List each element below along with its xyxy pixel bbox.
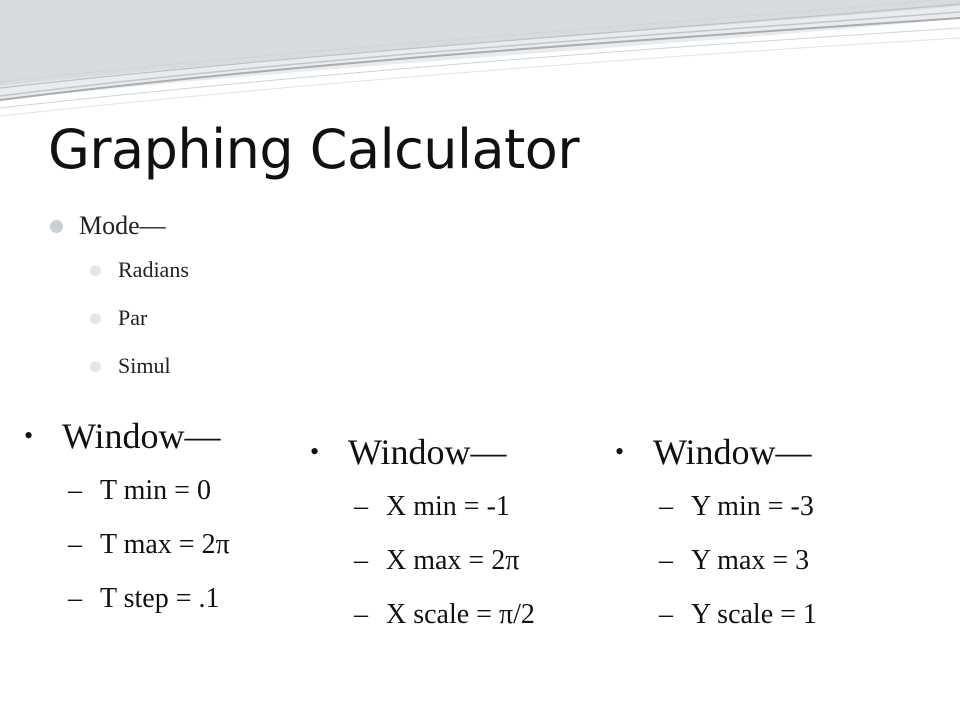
window-heading [310, 424, 535, 480]
window-setting-value: X max = 2π [386, 545, 520, 576]
window-setting [659, 534, 817, 588]
dash-icon: – [68, 529, 82, 560]
bullet-icon: • [24, 421, 34, 450]
bullet-icon [90, 313, 101, 324]
dash-icon: – [659, 545, 673, 576]
window-x-column [310, 424, 535, 642]
window-setting [659, 588, 817, 642]
mode-sub-item [90, 294, 189, 342]
window-setting-value: Y max = 3 [691, 545, 810, 576]
dash-icon: – [354, 491, 368, 522]
mode-sub-list [90, 246, 189, 390]
window-setting [68, 572, 230, 626]
dash-icon: – [659, 491, 673, 522]
mode-sub-label: Simul [118, 353, 171, 378]
dash-icon: – [659, 599, 673, 630]
dash-icon: – [354, 599, 368, 630]
mode-label: Mode— [79, 211, 166, 240]
bullet-icon: • [310, 437, 320, 466]
window-setting-value: Y min = -3 [691, 491, 814, 522]
window-setting [354, 480, 535, 534]
bullet-icon [90, 361, 101, 372]
mode-sub-item [90, 342, 189, 390]
window-setting-value: T min = 0 [100, 475, 211, 506]
dash-icon: – [354, 545, 368, 576]
bullet-icon [90, 265, 101, 276]
window-heading [615, 424, 817, 480]
window-setting-value: Y scale = 1 [691, 599, 817, 630]
window-heading [24, 408, 230, 464]
window-setting-value: T step = .1 [100, 583, 220, 614]
window-setting [354, 534, 535, 588]
window-setting [68, 464, 230, 518]
slide-title: Graphing Calculator [48, 118, 580, 181]
window-setting-value: X min = -1 [386, 491, 510, 522]
window-setting-value: X scale = π/2 [386, 599, 535, 630]
mode-sub-label: Par [118, 305, 148, 330]
window-heading-label: Window— [348, 432, 507, 472]
window-t-column [24, 408, 230, 626]
window-heading-label: Window— [653, 432, 812, 472]
dash-icon: – [68, 475, 82, 506]
window-settings-list [659, 480, 817, 642]
window-heading-label: Window— [62, 416, 221, 456]
window-setting [659, 480, 817, 534]
window-setting [354, 588, 535, 642]
window-setting-value: T max = 2π [100, 529, 230, 560]
mode-item [50, 206, 189, 246]
bullet-icon [50, 220, 63, 233]
mode-sub-label: Radians [118, 257, 189, 282]
mode-list [50, 206, 189, 390]
window-setting [68, 518, 230, 572]
mode-sub-item [90, 246, 189, 294]
dash-icon: – [68, 583, 82, 614]
bullet-icon: • [615, 437, 625, 466]
window-y-column [615, 424, 817, 642]
window-settings-list [354, 480, 535, 642]
window-settings-list [68, 464, 230, 626]
